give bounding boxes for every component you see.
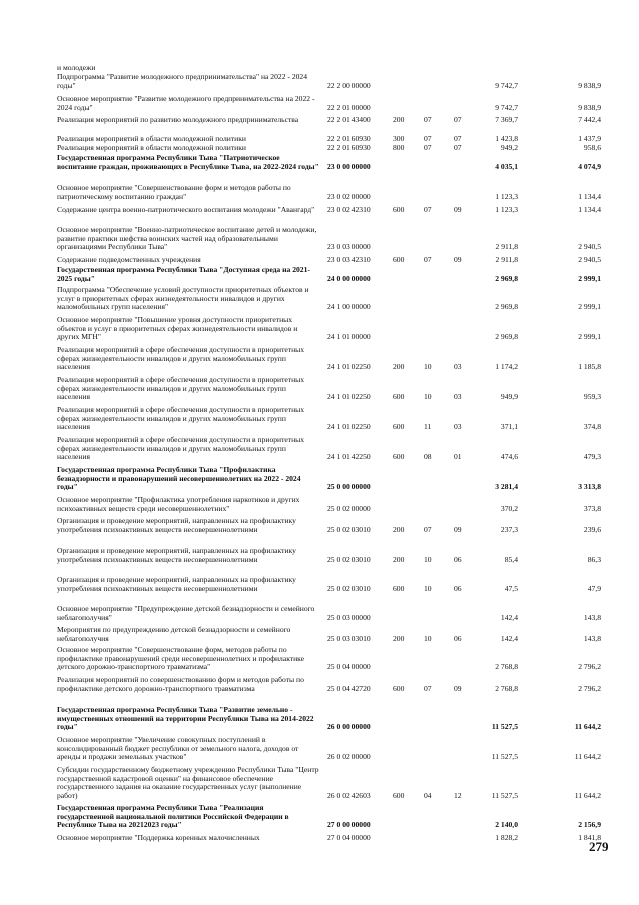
row-value-2023: 85,4 [504,554,518,564]
row-subsection: 12 [454,790,462,800]
row-expense-type: 200 [393,554,405,564]
page-number: 279 [589,839,609,854]
row-section: 04 [424,790,432,800]
row-expense-type: 200 [393,362,405,372]
row-value-2023: 237,3 [500,524,518,534]
row-code: 25 0 02 00000 [327,503,371,513]
row-code: 23 0 02 00000 [327,191,371,201]
row-value-2023: 1 423,8 [495,134,518,143]
row-value-2024: 2 796,2 [578,662,601,672]
row-code: 23 0 03 00000 [327,242,371,252]
row-expense-type: 600 [393,205,405,214]
row-value-2024: 958,6 [583,143,601,152]
row-value-2023: 2 768,8 [495,683,518,693]
row-name: Основное мероприятие "Профилактика употребления наркотиков и других психоактивных веществ среди несовершеннолетних" [57,495,300,513]
row-subsection: 06 [454,633,462,643]
row-value-2024: 2 999,1 [578,273,601,283]
row-name: Субсидии государственному бюджетному учреждению Республики Тыва "Центр государственной кадастровой оценки" на финансовое обеспечение государственного задания на оказание государственных услуг (выполнение работ) [57,765,319,800]
row-value-2024: 7 442,4 [578,115,601,124]
row-code: 22 2 01 43400 [327,115,371,124]
row-value-2024: 479,3 [583,452,601,462]
row-value-2023: 7 369,7 [495,115,518,124]
row-value-2024: 373,8 [583,503,601,513]
row-expense-type: 600 [393,790,405,800]
row-name: Реализация мероприятий в сфере обеспечения доступности в приоритетных сферах жизнедеятельности инвалидов и других маломобильных групп населения [57,435,305,462]
row-value-2024: 3 313,8 [578,482,601,492]
row-value-2024: 11 644,2 [574,752,601,762]
row-section: 07 [424,205,432,214]
row-value-2023: 3 281,4 [495,482,518,492]
row-subsection: 06 [454,583,462,593]
row-expense-type: 600 [393,683,405,693]
row-value-2023: 9 742,7 [495,80,518,90]
row-code: 25 0 04 00000 [327,662,371,672]
row-value-2023: 142,4 [500,633,518,643]
row-name: Подпрограмма "Обеспечение условий доступности приоритетных объектов и услуг в приоритетных сферах жизнедеятельности инвалидов и других маломобильных групп населения" [57,285,309,312]
row-value-2023: 371,1 [500,422,518,432]
row-value-2023: 1 123,3 [495,191,518,201]
row-value-2023: 2 911,8 [495,242,518,252]
row-subsection: 09 [454,683,462,693]
row-value-2024: 239,6 [583,524,601,534]
row-value-2024: 11 644,2 [574,722,601,732]
row-name: Организация и проведение мероприятий, направленных на профилактику употребления психоактивных веществ несовершеннолетними [57,516,296,534]
row-value-2024: 1 134,4 [578,205,601,214]
row-subsection: 01 [454,452,462,462]
row-value-2024: 1 134,4 [578,191,601,201]
row-subsection: 03 [454,422,462,432]
row-section: 10 [424,583,432,593]
row-subsection: 07 [454,143,462,152]
row-value-2023: 949,2 [500,143,518,152]
row-code: 27 0 00 00000 [327,820,371,830]
row-value-2024: 9 838,9 [578,80,601,90]
row-expense-type: 300 [393,134,405,143]
row-expense-type: 600 [393,452,405,462]
row-name: Основное мероприятие "Повышение уровня доступности приоритетных объектов и услуг в приоритетных сферах жизнедеятельности инвалидов и других МГН" [57,315,298,342]
row-expense-type: 600 [393,422,405,432]
row-value-2024: 1 437,9 [578,134,601,143]
row-value-2024: 2 940,5 [578,255,601,264]
row-expense-type: 600 [393,392,405,402]
row-name: Государственная программа Республики Тыва "Профилактика безнадзорности и правонарушений несовершеннолетних на 2022 - 2024 годы" [57,465,301,492]
row-value-2023: 2 969,8 [495,273,518,283]
row-name: Реализация мероприятий в области молодежной политики [57,134,246,143]
row-value-2024: 9 838,9 [578,102,601,112]
row-section: 10 [424,362,432,372]
row-value-2024: 1 841,8 [578,833,601,842]
row-section: 08 [424,452,432,462]
row-name: Реализация мероприятий в сфере обеспечения доступности в приоритетных сферах жизнедеятельности инвалидов и других маломобильных групп населения [57,345,305,372]
row-code: 23 0 00 00000 [327,161,371,171]
row-value-2023: 11 527,5 [491,790,518,800]
row-value-2024: 2 999,1 [578,302,601,312]
row-name: Подпрограмма "Развитие молодежного предпринимательства" на 2022 - 2024 годы" [57,72,308,90]
row-value-2024: 2 156,9 [578,820,601,830]
row-section: 10 [424,554,432,564]
row-code: 25 0 02 03010 [327,554,371,564]
row-subsection: 09 [454,205,462,214]
row-expense-type: 600 [393,583,405,593]
row-section: 07 [424,134,432,143]
row-code: 24 1 01 00000 [327,332,371,342]
row-name: Мероприятия по предупреждению детской безнадзорности и семейного неблагополучия [57,625,291,643]
row-section: 10 [424,392,432,402]
row-code: 22 2 01 00000 [327,102,371,112]
row-value-2023: 2 911,8 [495,255,518,264]
row-section: 07 [424,143,432,152]
row-value-2023: 11 527,5 [491,752,518,762]
row-code: 24 1 01 02250 [327,392,371,402]
row-name: и молодежи [57,63,96,72]
row-value-2024: 86,3 [587,554,601,564]
row-section: 10 [424,633,432,643]
row-value-2024: 11 644,2 [574,790,601,800]
row-code: 26 0 02 00000 [327,752,371,762]
row-value-2023: 142,4 [500,612,518,622]
row-code: 25 0 03 00000 [327,612,371,622]
row-value-2024: 47,9 [587,583,601,593]
row-subsection: 03 [454,362,462,372]
row-code: 25 0 02 03010 [327,524,371,534]
row-name: Государственная программа Республики Тыва "Патриотическое воспитание граждан, проживающих в Республике Тыва, на 2022-2024 годы" [57,153,319,171]
row-name: Государственная программа Республики Тыва "Развитие земельно - имущественных отношений на территории Республики Тыва на 2014-2022 годы" [57,705,314,732]
row-value-2024: 2 999,1 [578,332,601,342]
row-code: 22 2 00 00000 [327,80,371,90]
row-expense-type: 200 [393,633,405,643]
row-expense-type: 800 [393,143,405,152]
row-name: Государственная программа Республики Тыва "Доступная среда на 2021-2025 годы" [57,265,310,283]
row-code: 26 0 02 42603 [327,790,371,800]
row-value-2023: 4 035,1 [495,161,518,171]
row-name: Реализация мероприятий в сфере обеспечения доступности в приоритетных сферах жизнедеятельности инвалидов и других маломобильных групп населения [57,405,305,432]
row-name: Основное мероприятие "Поддержка коренных малочисленных [57,833,260,842]
row-name: Основное мероприятие "Военно-патриотическое воспитание детей и молодежи, развитие практики шефства воинских частей над образовательными организациями Республики Тыва" [57,225,317,252]
row-code: 27 0 04 00000 [327,833,371,842]
row-value-2024: 2 940,5 [578,242,601,252]
row-value-2023: 2 768,8 [495,662,518,672]
row-section: 07 [424,524,432,534]
row-value-2024: 4 074,9 [578,161,601,171]
row-name: Основное мероприятие "Совершенствование форм, методов работы по профилактике правонарушений среди несовершеннолетних и профилактике детского дорожно-транспортного травматизма" [57,645,305,672]
row-name: Содержание подведомственных учреждения [57,255,201,264]
row-value-2023: 949,9 [500,392,518,402]
row-code: 25 0 04 42720 [327,683,371,693]
row-subsection: 09 [454,255,462,264]
row-code: 25 0 03 03010 [327,633,371,643]
row-value-2023: 9 742,7 [495,102,518,112]
row-code: 24 1 01 02250 [327,422,371,432]
row-expense-type: 200 [393,524,405,534]
row-code: 23 0 02 42310 [327,205,371,214]
row-value-2024: 374,8 [583,422,601,432]
row-name: Основное мероприятие "Предупреждение детской безнадзорности и семейного неблагополучия" [57,604,315,622]
row-subsection: 09 [454,524,462,534]
row-value-2023: 2 140,0 [495,820,518,830]
row-code: 26 0 00 00000 [327,722,371,732]
row-value-2024: 2 796,2 [578,683,601,693]
row-name: Организация и проведение мероприятий, направленных на профилактику употребления психоактивных веществ несовершеннолетними [57,575,296,593]
row-name: Основное мероприятие "Увеличение совокупных поступлений в консолидированный бюджет республики от земельного налога, доходов от аренды и продажи земельных участков" [57,735,299,762]
row-value-2024: 143,8 [583,633,601,643]
row-code: 25 0 00 00000 [327,482,371,492]
row-section: 11 [424,422,432,432]
row-subsection: 03 [454,392,462,402]
row-value-2024: 1 185,8 [578,362,601,372]
row-name: Реализация мероприятий в области молодежной политики [57,143,246,152]
row-code: 25 0 02 03010 [327,583,371,593]
row-section: 07 [424,255,432,264]
row-name: Реализация мероприятий по развитию молодежного предпринимательства [57,115,299,124]
row-value-2023: 1 828,2 [495,833,518,842]
row-subsection: 06 [454,554,462,564]
row-value-2023: 2 969,8 [495,302,518,312]
row-value-2023: 2 969,8 [495,332,518,342]
row-value-2024: 959,3 [583,392,601,402]
row-code: 22 2 01 60930 [327,143,371,152]
row-value-2023: 370,2 [500,503,518,513]
row-value-2023: 1 174,2 [495,362,518,372]
row-code: 24 0 00 00000 [327,273,371,283]
row-value-2024: 143,8 [583,612,601,622]
row-name: Содержание центра военно-патриотического воспитания молодежи "Авангард" [57,205,315,214]
row-value-2023: 474,6 [500,452,518,462]
row-value-2023: 1 123,3 [495,205,518,214]
row-code: 23 0 03 42310 [327,255,371,264]
row-section: 07 [424,115,432,124]
row-name: Организация и проведение мероприятий, направленных на профилактику употребления психоактивных веществ несовершеннолетними [57,546,296,564]
row-expense-type: 600 [393,255,405,264]
row-code: 22 2 01 60930 [327,134,371,143]
row-name: Государственная программа Республики Тыва "Реализация государственной национальной политики Российской Федерации в Республике Тыва на 20212023 годы" [57,803,289,830]
row-code: 24 1 01 02250 [327,362,371,372]
row-subsection: 07 [454,115,462,124]
row-code: 24 1 01 42250 [327,452,371,462]
row-value-2023: 11 527,5 [491,722,518,732]
row-code: 24 1 00 00000 [327,302,371,312]
row-name: Основное мероприятие "Совершенствование форм и методов работы по патриотическому воспитанию граждан" [57,183,291,201]
row-name: Реализация мероприятий по совершенствованию форм и методов работы по профилактике детского дорожно-транспортного травматизма [57,675,304,693]
row-name: Основное мероприятие "Развитие молодежного предпринимательства на 2022 - 2024 годы" [57,94,315,112]
row-expense-type: 200 [393,115,405,124]
row-name: Реализация мероприятий в сфере обеспечения доступности в приоритетных сферах жизнедеятельности инвалидов и других маломобильных групп населения [57,375,305,402]
row-section: 07 [424,683,432,693]
row-subsection: 07 [454,134,462,143]
row-value-2023: 47,5 [504,583,518,593]
